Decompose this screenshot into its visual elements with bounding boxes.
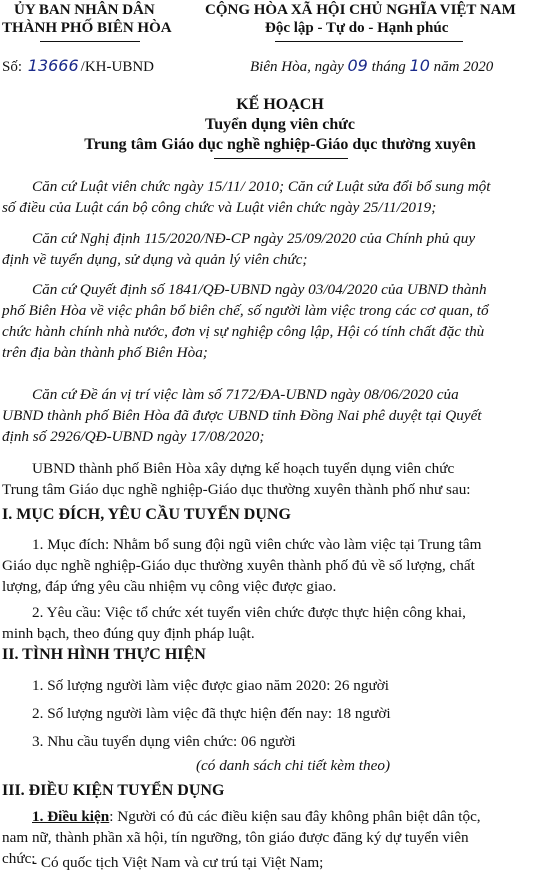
section-3-heading: III. ĐIỀU KIỆN TUYỂN DỤNG — [2, 782, 225, 799]
document-number: Số: 13666 /KH-UBND — [2, 56, 155, 75]
plan-title: KẾ HOẠCH — [236, 96, 324, 113]
agency-underline — [40, 41, 140, 42]
section-2-heading: II. TÌNH HÌNH THỰC HIỆN — [2, 646, 206, 663]
legal-basis-1: Căn cứ Luật viên chức ngày 15/11/ 2010; Căn cứ Luật sửa đổi bổ sung một số điều của Luật cán bộ công chức và Luật viên chức ngày 25/11/2019; — [2, 178, 491, 216]
national-title: CỘNG HÒA XÃ HỘI CHỦ NGHĨA VIỆT NAM — [205, 2, 516, 18]
intro-paragraph: UBND thành phố Biên Hòa xây dựng kế hoạch tuyển dụng viên chức Trung tâm Giáo dục nghề nghiệp-Giáo dục thường xuyên thành phố như sau: — [2, 460, 471, 498]
conditions-label: 1. Điều kiện — [32, 808, 110, 825]
attachment-note: (có danh sách chi tiết kèm theo) — [196, 757, 390, 774]
title-underline — [214, 158, 348, 159]
legal-basis-3: Căn cứ Quyết định số 1841/QĐ-UBND ngày 03/04/2020 của UBND thành phố Biên Hòa về việc phân bổ biên chế, số người làm việc trong các cơ quan, tổ chức hành chính nhà nước, đơn vị sự nghiệp công lập, Hội có tính chất đặc thù trên địa bàn thành phố Biên Hòa; — [2, 281, 489, 361]
plan-subtitle: Tuyển dụng viên chức — [205, 116, 355, 133]
document-date: Biên Hòa, ngày 09 tháng 10 năm 2020 — [250, 56, 494, 75]
legal-basis-2: Căn cứ Nghị định 115/2020/NĐ-CP ngày 25/09/2020 của Chính phủ quy định về tuyển dụng, sử dụng và quản lý viên chức; — [2, 230, 476, 268]
handwritten-month: 10 — [409, 56, 430, 75]
section-2-item: 2. Số lượng người làm việc đã thực hiện đến nay: 18 người — [32, 705, 391, 722]
national-motto: Độc lập - Tự do - Hạnh phúc — [265, 20, 449, 36]
section-2-item: 1. Số lượng người làm việc được giao năm 2020: 26 người — [32, 677, 389, 694]
agency-city: THÀNH PHỐ BIÊN HÒA — [2, 20, 172, 36]
section-1-purpose: 1. Mục đích: Nhằm bổ sung đội ngũ viên chức vào làm việc tại Trung tâm Giáo dục nghề nghiệp-Giáo dục thường xuyên thành phố đủ về số lượng, chất lượng, đáp ứng yêu cầu nhiệm vụ công việc được giao. — [2, 536, 482, 595]
handwritten-number: 13666 — [27, 56, 79, 75]
section-3-conditions: 1. Điều kiện: Người có đủ các điều kiện sau đây không phân biệt dân tộc, nam nữ, thành phần xã hội, tín ngưỡng, tôn giáo được đăng ký dự tuyển viên chức: — [2, 808, 481, 867]
section-3-bullet: - Có quốc tịch Việt Nam và cư trú tại Việt Nam; — [32, 854, 324, 871]
agency-name: ỦY BAN NHÂN DÂN — [14, 2, 155, 18]
motto-underline — [275, 41, 463, 42]
plan-unit: Trung tâm Giáo dục nghề nghiệp-Giáo dục thường xuyên — [84, 136, 476, 153]
section-1-heading: I. MỤC ĐÍCH, YÊU CẦU TUYỂN DỤNG — [2, 506, 291, 523]
legal-basis-4: Căn cứ Đề án vị trí việc làm số 7172/ĐA-UBND ngày 08/06/2020 của UBND thành phố Biên Hòa đã được UBND tỉnh Đồng Nai phê duyệt tại Quyết định số 2926/QĐ-UBND ngày 17/08/2020; — [2, 386, 482, 445]
handwritten-day: 09 — [347, 56, 368, 75]
section-2-item: 3. Nhu cầu tuyển dụng viên chức: 06 người — [32, 733, 296, 750]
section-1-requirement: 2. Yêu cầu: Việc tổ chức xét tuyển viên chức được thực hiện công khai, minh bạch, theo đúng quy định pháp luật. — [2, 604, 466, 642]
